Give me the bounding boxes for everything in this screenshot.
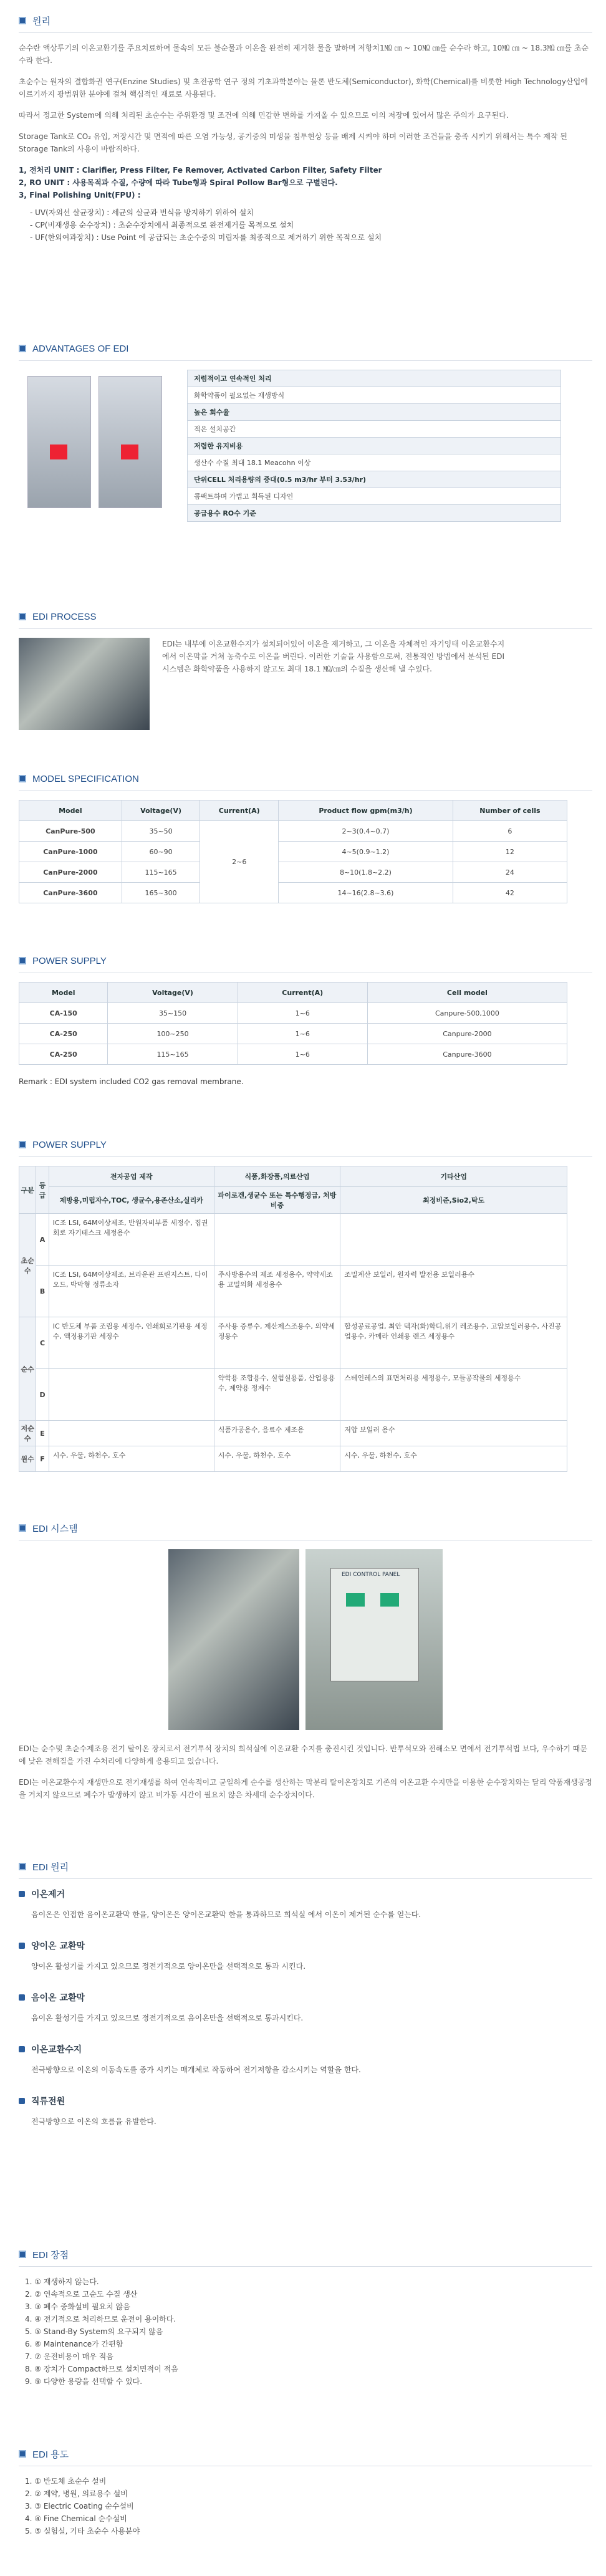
principle-text: 양이온 활성기를 가지고 있으므로 정전기적으로 양이온만을 선택적으로 통과 시킨다.: [31, 1962, 306, 1971]
advantage-cell: 생산수 수질 최대 18.1 Meacohn 이상: [188, 454, 561, 471]
principle-heading: 이온제거: [31, 1890, 65, 1900]
section-title: EDI PROCESS: [32, 611, 97, 622]
table-subheader: 파이로겐,생균수 또는 특수행정급, 처방비중: [214, 1187, 340, 1214]
advantage-row: [188, 370, 561, 387]
paragraph: 초순수는 원자의 결합화권 연구(Enzine Studies) 및 초전공학 연구 정의 기초과학분야는 물론 반도체(Semiconductor), 화학(Chemical)를 비롯한 High Technology산업에 이르기까지 광범위한 분야에 걸쳐 핵심적인 재료로 사용된다.: [19, 77, 588, 99]
table-header: Product flow gpm(m3/h): [279, 800, 453, 821]
principle-item: [19, 1991, 592, 2023]
table-header: 전자공업 제작: [49, 1166, 214, 1187]
sub-item: - UF(한외여과장치) : Use Point 에 공급되는 초순수중의 미립자를 최종적으로 제거하기 위한 목적으로 설치: [30, 233, 382, 242]
table-cell: IC 반도체 부품 조립용 세정수, 인쇄회로기판용 세정수, 액정용기판 세정수: [49, 1317, 214, 1369]
table-cell: Canpure-2000: [367, 1024, 567, 1044]
table-cell: 60~90: [122, 842, 200, 862]
table-cell: [49, 1421, 214, 1446]
power-supply-table: [19, 982, 567, 1065]
section-bullet-icon: [19, 2450, 26, 2458]
principle-head: [19, 2043, 592, 2055]
advantage-cell: 화학약품이 필요없는 재생방식: [188, 387, 561, 404]
table-cell: 8~10(1.8~2.2): [279, 862, 453, 883]
table-row: [19, 842, 567, 862]
section-bullet-icon: [19, 1524, 26, 1532]
advantage-cell: 저렴적이고 연속적인 처리: [188, 370, 561, 387]
table-cell: IC조 LSI, 64M이상제조, 브라운관 프린지스트, 다이오드, 박막형 정류소자: [49, 1266, 214, 1317]
table-header: 식품,화장품,의료산업: [214, 1166, 340, 1187]
group-cell: 초순수: [19, 1214, 36, 1317]
panel-label: EDI CONTROL PANEL: [342, 1572, 400, 1578]
table-cell: 시수, 우물, 하천수, 호수: [340, 1446, 567, 1472]
advantage-row: [188, 454, 561, 471]
table-cell: 약학용 조합용수, 실험실용품, 산업용용수, 제약용 정제수: [214, 1369, 340, 1421]
advantage-row: [188, 387, 561, 404]
table-cell: 12: [453, 842, 567, 862]
table-cell: 35~150: [108, 1003, 238, 1024]
table-cell: 합성공료공업, 최안 텍자(화)학디,위기 레조용수, 고압보일러용수, 사진공업용수, 카메라 인쇄용 렌즈 세정용수: [340, 1317, 567, 1369]
table-cell: CanPure-1000: [19, 842, 122, 862]
principle-heading: 음이온 교환막: [31, 1993, 85, 2003]
section-title: MODEL SPECIFICATION: [32, 773, 139, 784]
advantage-row: [188, 404, 561, 421]
process-text: EDI는 내부에 이온교환수지가 설치되어있어 이온을 제거하고, 그 이온을 자체적인 자기잉태 이온교환수지에서 이온막을 거쳐 농축수로 이온을 버린다. 이러한 기술을 사용함으로써, 전통적인 방법에서 분석된 EDI 시스템은 화학약품을 사용하지 않고도 최대 18.1 ㏁/㎝의 수질을 생산해 낼 수있다.: [162, 640, 505, 673]
principle-text: 전극방향으로 이온의 흐름을 유발한다.: [31, 2117, 156, 2126]
use-item: 3. ③ Electric Coating 순수설비: [25, 2502, 134, 2511]
model-spec-section: [19, 772, 592, 903]
table-row: [19, 1369, 567, 1421]
table-cell: 2~3(0.4~0.7): [279, 821, 453, 842]
edi-merits-section: [19, 2247, 592, 2388]
paragraph: EDI는 순수및 초순수제조용 전기 탈이온 장치로서 전기투석 장치의 희석실에 이온교환 수지를 충진시킨 것입니다. 반투석모와 전해소모 면에서 전기투석법 보다, 우수하기 때문에 낮은 전해질을 가진 수처리에 다양하게 응용되고 있습니다.: [19, 1744, 587, 1766]
advantage-cell: 적은 설치공간: [188, 421, 561, 438]
table-cell: [214, 1214, 340, 1266]
step-item: 3, Final Polishing Unit(FPU) :: [19, 191, 141, 199]
power-supply-section: [19, 954, 592, 1086]
table-header: Current(A): [200, 800, 279, 821]
principle-head: [19, 2095, 592, 2107]
table-header: Voltage(V): [122, 800, 200, 821]
bullet-icon: [19, 1891, 25, 1897]
table-cell: CanPure-2000: [19, 862, 122, 883]
principle-item: [19, 2043, 592, 2075]
table-row: [19, 1266, 567, 1317]
section-bullet-icon: [19, 957, 26, 964]
section-title: POWER SUPPLY: [32, 1139, 107, 1150]
table-cell: 14~16(2.8~3.6): [279, 883, 453, 903]
sub-item: - UV(자외선 살균장치) : 세균의 살균과 번식을 방지하기 위하여 설치: [30, 208, 254, 217]
bullet-icon: [19, 2046, 25, 2052]
merit-item: 9. ⑨ 다양한 용량을 선택할 수 있다.: [25, 2377, 143, 2386]
table-row: [19, 1044, 567, 1065]
principle-head: [19, 1888, 592, 1900]
principle-heading: 이온교환수지: [31, 2045, 82, 2055]
process-photo: [19, 638, 150, 730]
table-header-row: [19, 1166, 567, 1187]
table-cell: 1~6: [238, 1024, 367, 1044]
table-cell: 저압 보일러 용수: [340, 1421, 567, 1446]
table-row: [19, 862, 567, 883]
principle-text: 음이온은 인접한 음이온교환막 한을, 양이온은 양이온교환막 한을 통과하므로 희석실 에서 이온이 제거된 순수를 얻는다.: [31, 1910, 421, 1919]
table-row: [19, 1421, 567, 1446]
table-cell: 시수, 우물, 하천수, 호수: [49, 1446, 214, 1472]
section-bullet-icon: [19, 1141, 26, 1148]
table-cell: 1~6: [238, 1003, 367, 1024]
merit-item: 6. ⑥ Maintenance가 간편함: [25, 2340, 123, 2348]
table-header: Model: [19, 983, 108, 1003]
advantage-row: [188, 421, 561, 438]
table-cell: 식품가공용수, 음료수 제조용: [214, 1421, 340, 1446]
table-cell: 시수, 우물, 하천수, 호수: [214, 1446, 340, 1472]
principle-text: 전극방향으로 이온의 이동속도를 증가 시키는 매개체로 작동하여 전기저항을 감소시키는 역할을 한다.: [31, 2065, 361, 2074]
table-cell: CA-250: [19, 1024, 108, 1044]
table-cell: [340, 1214, 567, 1266]
section-title: POWER SUPPLY: [32, 955, 107, 966]
section-title: EDI 원리: [32, 1862, 69, 1873]
merit-item: 2. ② 연속적으로 고순도 수질 생산: [25, 2290, 138, 2299]
table-header: 기타산업: [340, 1166, 567, 1187]
use-item: 1. ① 반도체 초순수 설비: [25, 2477, 107, 2486]
table-cell: 42: [453, 883, 567, 903]
edi-module-image: [19, 370, 175, 513]
table-cell: 조밀계산 보일러, 원자력 발전용 보일러용수: [340, 1266, 567, 1317]
table-subheader: 최정비준,Sio2,탁도: [340, 1187, 567, 1214]
principle-heading: 양이온 교환막: [31, 1941, 85, 1951]
grade-cell: D: [36, 1369, 49, 1421]
table-cell: 35~50: [122, 821, 200, 842]
table-cell: 4~5(0.9~1.2): [279, 842, 453, 862]
table-row: [19, 883, 567, 903]
table-header: Voltage(V): [108, 983, 238, 1003]
table-row: [19, 1214, 567, 1266]
advantage-cell: 콤팩트하며 가볍고 획득된 디자인: [188, 488, 561, 505]
table-header: Model: [19, 800, 122, 821]
remark: Remark : EDI system included CO2 gas removal membrane.: [19, 1077, 244, 1086]
table-cell: IC조 LSI, 64M이상제조, 반원자비부품 세정수, 집권회로 자기테스크 세정용수: [49, 1214, 214, 1266]
sub-item: - CP(비재생용 순수장치) : 초순수장치에서 최종적으로 완전제거를 목적으로 설치: [30, 221, 294, 229]
table-cell: CanPure-500: [19, 821, 122, 842]
section-title: EDI 용도: [32, 2449, 69, 2460]
step-item: 2, RO UNIT : 사용목적과 수질, 수량에 따라 Tube형과 Spiral Pollow Bar형으로 구별된다.: [19, 178, 338, 187]
paragraph: 따라서 정교한 System에 의해 처리된 초순수는 주위환경 및 조건에 의해 민감한 변화를 가져올 수 있으므로 이의 저장에 있어서 많은 주의가 요구된다.: [19, 111, 509, 120]
section-bullet-icon: [19, 775, 26, 782]
advantage-cell: 저렴한 유지비용: [188, 438, 561, 454]
section-title: EDI 시스템: [32, 1523, 78, 1534]
section-bullet-icon: [19, 613, 26, 620]
principle-text: 음이온 활성기를 가지고 있으므로 정전기적으로 음이온만을 선택적으로 통과시킨다.: [31, 2014, 304, 2022]
bullet-icon: [19, 2098, 25, 2104]
step-list: [19, 164, 592, 244]
table-cell: 165~300: [122, 883, 200, 903]
merit-item: 7. ⑦ 운전비용이 매우 적음: [25, 2352, 113, 2361]
table-header: Number of cells: [453, 800, 567, 821]
table-row: [19, 1024, 567, 1044]
advantages-section: [19, 342, 592, 522]
merit-item: 5. ⑤ Stand-By System의 요구되지 않음: [25, 2327, 163, 2336]
table-cell: CA-150: [19, 1003, 108, 1024]
table-cell: 6: [453, 821, 567, 842]
water-grade-table: [19, 1166, 567, 1472]
bullet-icon: [19, 1943, 25, 1949]
grade-cell: C: [36, 1317, 49, 1369]
table-row: [19, 1317, 567, 1369]
paragraph: 순수란 액상투기의 이온교환기를 주요치료하여 물속의 모든 불순물과 이온을 완전히 제거한 물을 말하며 저항치1㏁ ㎝ ~ 10㏁ ㎝를 순수라 하고, 10㏁ ㎝ ~ 18.3㏁ ㎝를 초순수라 한다.: [19, 44, 589, 65]
principle-heading: 직류전원: [31, 2097, 65, 2107]
table-header: Current(A): [238, 983, 367, 1003]
process-section: [19, 610, 592, 730]
edi-uses-section: [19, 2447, 592, 2537]
section-title: ADVANTAGES OF EDI: [32, 343, 129, 354]
edi-principle-section: [19, 1860, 592, 2146]
merit-item: 3. ③ 폐수 중화설비 필요치 않음: [25, 2302, 130, 2311]
grade-cell: A: [36, 1214, 49, 1266]
advantage-cell: 높은 회수율: [188, 404, 561, 421]
table-header-row: [19, 1187, 567, 1214]
table-cell: 115~165: [108, 1044, 238, 1065]
paragraph: Storage Tank로 CO₂ 유입, 저장시간 및 면적에 따른 오염 가능성, 공기중의 미생물 침투현상 등을 배제 시켜야 하며 이러한 조건들을 충족 시키기 위해서는 특수 제작 된 Storage Tank의 사용이 바람직하다.: [19, 132, 567, 153]
use-item: 4. ④ Fine Chemical 순수설비: [25, 2514, 127, 2523]
grade-cell: B: [36, 1266, 49, 1317]
section-bullet-icon: [19, 2251, 26, 2258]
table-cell: Canpure-3600: [367, 1044, 567, 1065]
table-cell: 주사용 증류수, 제산제스조용수, 의약세정용수: [214, 1317, 340, 1369]
principle-item: [19, 1888, 592, 1920]
table-cell: CanPure-3600: [19, 883, 122, 903]
section-bullet-icon: [19, 345, 26, 352]
use-item: 2. ② 제약, 병원, 의료용수 설비: [25, 2489, 128, 2498]
advantage-row: [188, 471, 561, 488]
table-cell: 100~250: [108, 1024, 238, 1044]
grade-cell: F: [36, 1446, 49, 1472]
advantage-cell: 공급용수 RO수 기준: [188, 505, 561, 522]
section-bullet-icon: [19, 17, 26, 24]
table-row: [19, 1003, 567, 1024]
principle-section: [19, 14, 592, 244]
table-cell: 주사방용수의 제조 세정용수, 약약세조용 고밀의화 세정용수: [214, 1266, 340, 1317]
model-spec-table: [19, 800, 567, 903]
merit-item: 1. ① 재생하지 않는다.: [25, 2277, 99, 2286]
table-cell: Canpure-500,1000: [367, 1003, 567, 1024]
grade-cell: E: [36, 1421, 49, 1446]
table-header: 구분: [19, 1166, 36, 1214]
table-cell: [49, 1369, 214, 1421]
table-cell: 스테인레스의 표면처리용 세정용수, 모들공작물의 세정용수: [340, 1369, 567, 1421]
table-row: [19, 821, 567, 842]
merit-item: 8. ⑧ 장치가 Compact하므로 설치면적이 적음: [25, 2365, 178, 2373]
advantage-cell: 단위CELL 처리용량의 증대(0.5 m3/hr 부터 3.53/hr): [188, 471, 561, 488]
advantages-table: [187, 370, 561, 522]
water-grade-section: [19, 1138, 592, 1472]
paragraph: EDI는 이온교환수지 재생만으로 전기재생를 하여 연속적이고 균일하게 순수를 생산하는 막분리 탈이온장치로 기존의 이온교환 수지만을 이용한 순수장치와는 달리 약품재생공정을 거치지 않으므로 폐수가 발생하지 않고 비가동 시간이 필요치 않은 차세대 순수장치이다.: [19, 1778, 592, 1799]
principle-head: [19, 1939, 592, 1952]
table-cell: 1~6: [238, 1044, 367, 1065]
table-header: 등급: [36, 1166, 49, 1214]
edi-control-panel-photo: [305, 1549, 443, 1730]
group-cell: 순수: [19, 1317, 36, 1421]
table-cell: 24: [453, 862, 567, 883]
edi-system-section: [19, 1521, 592, 1810]
group-cell: 저순수: [19, 1421, 36, 1446]
section-title: EDI 장점: [32, 2249, 69, 2261]
principle-head: [19, 1991, 592, 2004]
bullet-icon: [19, 1994, 25, 2001]
principle-item: [19, 1939, 592, 1971]
principle-item: [19, 2095, 592, 2127]
table-cell: 115~165: [122, 862, 200, 883]
use-item: 5. ⑤ 실험실, 기타 초순수 사용분야: [25, 2527, 140, 2535]
table-row: [19, 1446, 567, 1472]
section-bullet-icon: [19, 1863, 26, 1870]
table-header: Cell model: [367, 983, 567, 1003]
step-item: 1, 전처리 UNIT : Clarifier, Press Filter, Fe Remover, Activated Carbon Filter, Safety Filter: [19, 166, 382, 175]
table-cell: 2~6: [200, 821, 279, 903]
advantage-row: [188, 488, 561, 505]
table-cell: CA-250: [19, 1044, 108, 1065]
advantage-row: [188, 438, 561, 454]
advantage-row: [188, 505, 561, 522]
table-subheader: 제방용,미립자수,TOC, 생균수,용존산소,실리카: [49, 1187, 214, 1214]
section-title: 원리: [32, 16, 50, 27]
merit-item: 4. ④ 전기적으로 처리하므로 운전이 용이하다.: [25, 2315, 176, 2324]
group-cell: 원수: [19, 1446, 36, 1472]
edi-system-photo: [168, 1549, 299, 1730]
